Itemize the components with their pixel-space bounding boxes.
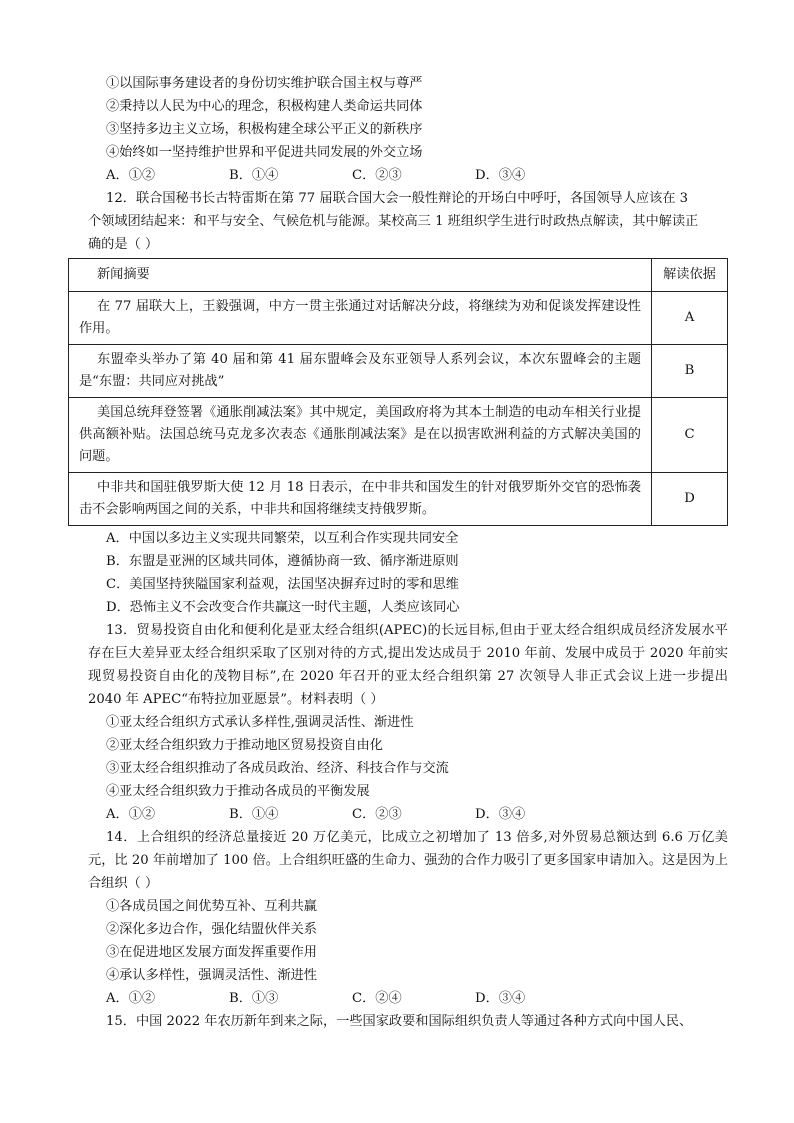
q14-option-1: ①各成员国之间优势互补、互利共赢: [106, 899, 317, 914]
q14-choice-d: D．③④: [475, 991, 526, 1006]
q14-choice-b: B．①③: [229, 991, 279, 1006]
row-a-summary: 在 77 届联大上，王毅强调，中方一贯主张通过对话解决分歧，将继续为劝和促谈发挥建设性作用。: [69, 292, 652, 345]
row-c-summary: 美国总统拜登签署《通胀削减法案》其中规定，美国政府将为其本土制造的电动车相关行业提供高额补贴。法国总统马克龙多次表态《通胀削减法案》是在以损害欧洲利益的方式解决美国的问题。: [69, 398, 652, 473]
table-row: [69, 398, 728, 473]
q11-choice-a: A．①②: [106, 168, 156, 183]
q13-option-3: ③亚太经合组织推动了各成员政治、经济、科技合作与交流: [106, 761, 449, 776]
row-b-basis: B: [652, 345, 728, 398]
table-row: [69, 345, 728, 398]
q13-option-1: ①亚太经合组织方式承认多样性,强调灵活性、渐进性: [106, 715, 414, 730]
q12-answer-b: B．东盟是亚洲的区域共同体，遵循协商一致、循序渐进原则: [106, 554, 459, 569]
q12-stem-line-3: 确的是（ ）: [88, 237, 159, 252]
q14-stem: 14．上合组织的经济总量接近 20 万亿美元，比成立之初增加了 13 倍多,对外贸易总额达到 6.6 万亿美元，比 20 年前增加了 100 倍。上合组织旺盛的生命力、强劲的合作力吸引了更多国家申请加入。这是因为上合组织（ ）: [88, 830, 728, 891]
q13-choice-b: B．①④: [229, 807, 279, 822]
q13-stem: 13．贸易投资自由化和便利化是亚太经合组织(APEC)的长远目标,但由于亚太经合组织成员经济发展水平存在巨大差异亚太经合组织采取了区别对待的方式,提出发达成员于 2010 年前、发展中成员于 2020 年前实现贸易投资自由化的茂物目标”,在 2020 年召开的亚太经合组织第 27 次领导人非正式会议上进一步提出 2040 年 APEC“布特拉加亚愿景”。材料表明（ ）: [88, 623, 729, 707]
q11-option-4: ④始终如一坚持维护世界和平促进共同发展的外交立场: [106, 145, 423, 160]
table-row: [69, 473, 728, 526]
row-b-summary: 东盟牵头举办了第 40 届和第 41 届东盟峰会及东亚领导人系列会议，本次东盟峰会的主题是“东盟：共同应对挑战”: [69, 345, 652, 398]
q11-choice-d: D．③④: [475, 168, 526, 183]
row-d-summary: 中非共和国驻俄罗斯大使 12 月 18 日表示，在中非共和国发生的针对俄罗斯外交官的恐怖袭击不会影响两国之间的关系，中非共和国将继续支持俄罗斯。: [69, 473, 652, 526]
q14-options: [88, 895, 728, 987]
q14-option-4: ④承认多样性，强调灵活性、渐进性: [106, 968, 317, 983]
q13-choices: [88, 803, 728, 826]
q12-stem-line-2: 个领域团结起来：和平与安全、气候危机与能源。某校高三 1 班组织学生进行时政热点解读，其中解读正: [88, 214, 699, 229]
q14-option-2: ②深化多边合作，强化结盟伙伴关系: [106, 922, 317, 937]
q13-option-4: ④亚太经合组织致力于推动各成员的平衡发展: [106, 784, 370, 799]
q13-choice-a: A．①②: [106, 807, 156, 822]
q11-choice-b: B．①④: [229, 168, 279, 183]
q12-news-table: [68, 258, 728, 526]
table-row: [69, 292, 728, 345]
q13-choice-d: D．③④: [475, 807, 526, 822]
table-header-row: [69, 259, 728, 292]
q12-answer-c: C．美国坚持狭隘国家利益观，法国坚决摒弃过时的零和思维: [106, 577, 459, 592]
q12-answer-d: D．恐怖主义不会改变合作共赢这一时代主题，人类应该同心: [106, 600, 460, 615]
header-news-summary: 新闻摘要: [69, 259, 652, 292]
q11-option-2: ②秉持以人民为中心的理念，积极构建人类命运共同体: [106, 99, 423, 114]
q14-option-3: ③在促进地区发展方面发挥重要作用: [106, 945, 317, 960]
q12-stem-line-1: 12．联合国秘书长古特雷斯在第 77 届联合国大会一般性辩论的开场白中呼吁，各国领导人应该在 3: [106, 191, 689, 206]
q14-choices: [88, 987, 728, 1010]
row-d-basis: D: [652, 473, 728, 526]
q11-option-3: ③坚持多边主义立场，积极构建全球公平正义的新秩序: [106, 122, 423, 137]
q11-option-1: ①以国际事务建设者的身份切实维护联合国主权与尊严: [106, 76, 423, 91]
page-content: [79, 72, 729, 1033]
q11-choice-c: C．②③: [352, 168, 402, 183]
q11-choices: [88, 164, 728, 187]
q12-answer-a: A．中国以多边主义实现共同繁荣，以互利合作实现共同安全: [106, 531, 459, 546]
q14-choice-c: C．②④: [352, 991, 402, 1006]
q13-options: [88, 711, 728, 803]
q14-choice-a: A．①②: [106, 991, 156, 1006]
q12-answers: [88, 527, 728, 619]
header-basis: 解读依据: [652, 259, 728, 292]
q11-options: [88, 72, 728, 164]
q15-stem-line-1: 15．中国 2022 年农历新年到来之际，一些国家政要和国际组织负责人等通过各种方式向中国人民、: [106, 1014, 693, 1029]
row-c-basis: C: [652, 398, 728, 473]
q13-option-2: ②亚太经合组织致力于推动地区贸易投资自由化: [106, 738, 383, 753]
q13-choice-c: C．②③: [352, 807, 402, 822]
row-a-basis: A: [652, 292, 728, 345]
